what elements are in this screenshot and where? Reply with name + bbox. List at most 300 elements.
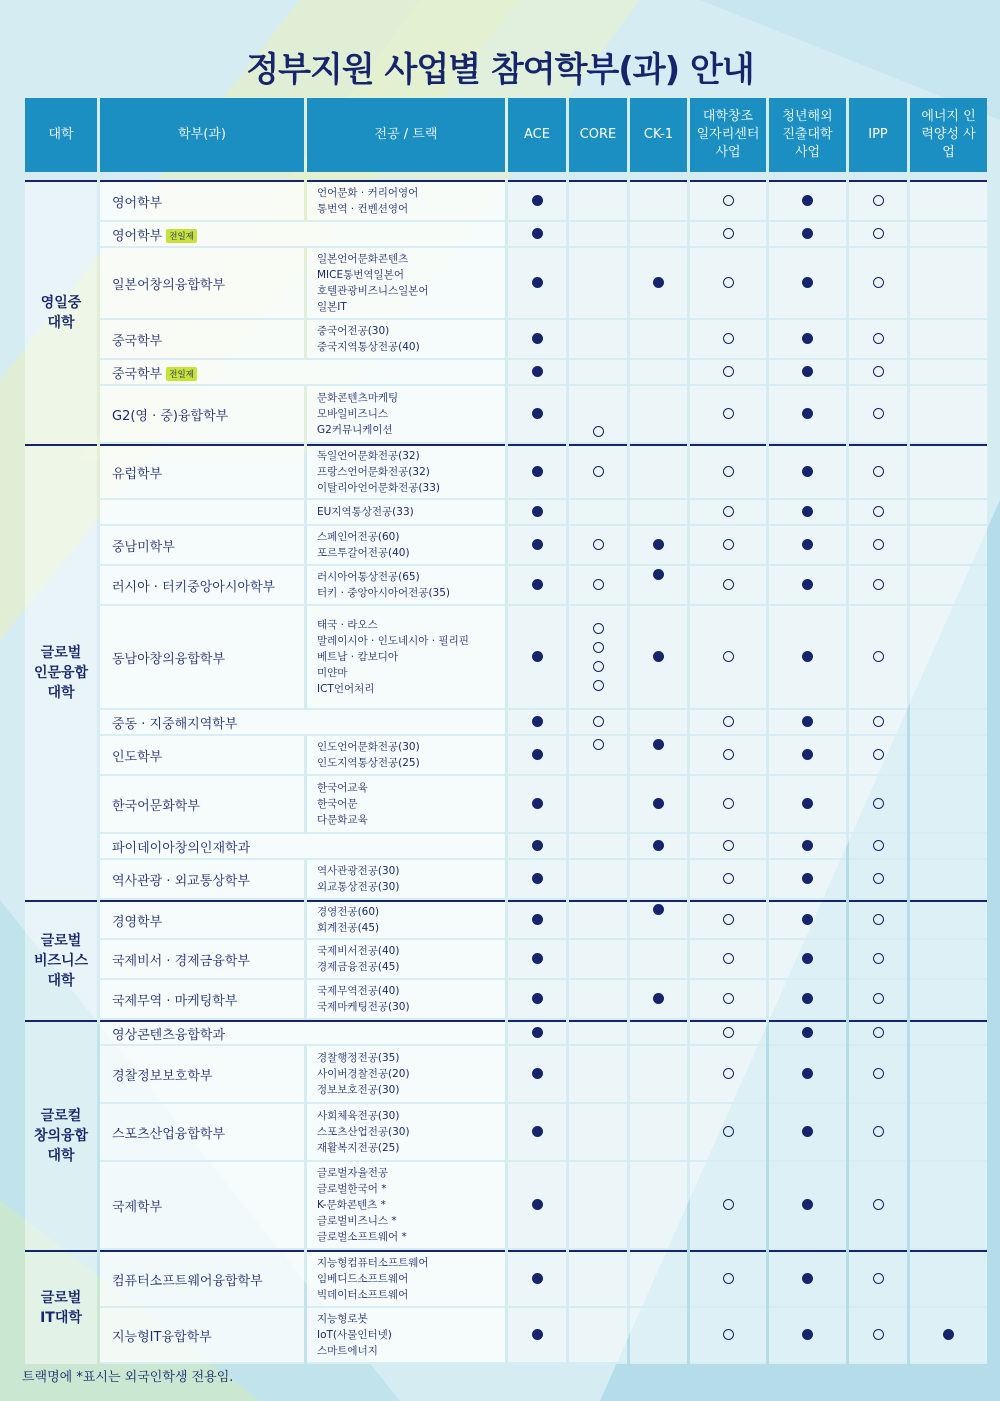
department-name: [100, 900, 304, 940]
track-item: 스포츠산업전공(30): [317, 1126, 410, 1138]
participation-cell: [849, 834, 907, 860]
track-item: 지능형로봇: [317, 1313, 368, 1325]
participation-cell: [630, 320, 687, 360]
participation-cell: [910, 386, 987, 444]
track-list: [307, 940, 505, 980]
track-item: 임베디드소프트웨어: [317, 1273, 409, 1285]
filled-circle-mark: [653, 569, 664, 580]
track-list: [307, 860, 505, 900]
participation-cell: [690, 710, 766, 736]
department-name: [100, 1308, 304, 1364]
participation-cell: [508, 386, 566, 444]
participation-cell: [769, 710, 846, 736]
track-item: 회계전공(45): [317, 922, 380, 934]
participation-cell: [910, 1046, 987, 1104]
filled-circle-mark: [532, 466, 543, 477]
track-item: 국제비서전공(40): [317, 945, 400, 957]
participation-cell: [569, 834, 627, 860]
track-item: 한국어교육: [317, 782, 368, 794]
participation-cell: [508, 860, 566, 900]
participation-cell: [769, 180, 846, 222]
participation-cell: [690, 248, 766, 320]
track-item: 정보보호전공(30): [317, 1084, 400, 1096]
participation-cell: [769, 776, 846, 834]
empty-circle-stack: [569, 623, 627, 691]
full-time-badge: 전일제: [166, 229, 197, 243]
participation-cell: [690, 940, 766, 980]
participation-cell: [849, 1308, 907, 1364]
participation-cell: [630, 1162, 687, 1250]
participation-cell: [849, 360, 907, 386]
participation-cell: [630, 1046, 687, 1104]
empty-circle-mark: [723, 277, 734, 288]
participation-cell: [690, 180, 766, 222]
empty-circle-mark: [873, 1273, 884, 1284]
empty-circle-mark: [723, 840, 734, 851]
department-name: [100, 940, 304, 980]
filled-circle-mark: [802, 749, 813, 760]
participation-cell: [630, 980, 687, 1020]
participation-cell: [769, 834, 846, 860]
department-name: [100, 606, 304, 710]
department-name: [100, 500, 304, 526]
participation-cell: [910, 834, 987, 860]
track-item: 이탈리아언어문화전공(33): [317, 482, 440, 494]
track-item: 지능형컴퓨터소프트웨어: [317, 1257, 429, 1269]
track-list: [307, 606, 505, 710]
empty-circle-mark: [873, 579, 884, 590]
table-row: [25, 360, 987, 386]
participation-cell: [569, 222, 627, 248]
empty-circle-mark: [593, 642, 604, 653]
track-item: 모바일비즈니스: [317, 408, 389, 420]
filled-circle-mark: [802, 716, 813, 727]
participation-cell: [910, 1104, 987, 1162]
participation-cell: [910, 526, 987, 566]
table-row: [25, 320, 987, 360]
table-row: [25, 1250, 987, 1308]
participation-cell: [630, 360, 687, 386]
department-label: 경찰정보보호학부: [112, 1068, 213, 1084]
department-name: [100, 386, 304, 444]
participation-cell: [630, 386, 687, 444]
filled-circle-mark: [532, 1199, 543, 1210]
empty-circle-mark: [873, 333, 884, 344]
empty-circle-mark: [593, 623, 604, 634]
participation-cell: [508, 444, 566, 500]
participation-cell: [508, 1162, 566, 1250]
participation-cell: [849, 606, 907, 710]
table-row: [25, 526, 987, 566]
track-item: 글로벌자율전공: [317, 1167, 389, 1179]
empty-circle-mark: [723, 1199, 734, 1210]
track-item: MICE통번역일본어: [317, 269, 404, 281]
participation-cell: [769, 1104, 846, 1162]
participation-cell: [630, 1308, 687, 1364]
participation-cell: [910, 980, 987, 1020]
empty-circle-mark: [873, 993, 884, 1004]
participation-cell: [569, 1308, 627, 1364]
track-item: 호텔관광비즈니스일본어: [317, 285, 429, 297]
filled-circle-mark: [802, 366, 813, 377]
department-label: 영어학부: [112, 228, 163, 244]
track-item: 외교통상전공(30): [317, 881, 400, 893]
participation-cell: [508, 1020, 566, 1046]
participation-cell: [910, 1162, 987, 1250]
participation-cell: [508, 1250, 566, 1308]
participation-cell: [910, 860, 987, 900]
track-item: 경제금융전공(45): [317, 961, 400, 973]
track-item: 사이버경찰전공(20): [317, 1068, 410, 1080]
participation-cell: [630, 710, 687, 736]
participation-cell: [849, 1250, 907, 1308]
department-label: 국제학부: [112, 1199, 163, 1215]
empty-circle-mark: [873, 366, 884, 377]
department-label: 역사관광 · 외교통상학부: [112, 873, 250, 889]
participation-cell: [690, 1046, 766, 1104]
filled-circle-mark: [532, 579, 543, 590]
participation-cell: [690, 1020, 766, 1046]
filled-circle-mark: [802, 195, 813, 206]
department-label: 인도학부: [112, 749, 163, 765]
participation-cell: [630, 860, 687, 900]
participation-cell: [508, 834, 566, 860]
participation-cell: [849, 710, 907, 736]
track-item: 태국 · 라오스: [317, 619, 378, 631]
track-list: [307, 1308, 505, 1364]
participation-cell: [769, 248, 846, 320]
empty-circle-mark: [593, 661, 604, 672]
track-list: [307, 248, 505, 320]
participation-cell: [569, 900, 627, 940]
empty-circle-mark: [723, 228, 734, 239]
participation-cell: [630, 1020, 687, 1046]
participation-cell: [769, 500, 846, 526]
participation-cell: [910, 566, 987, 606]
participation-cell: [569, 500, 627, 526]
filled-circle-mark: [653, 798, 664, 809]
empty-circle-mark: [873, 798, 884, 809]
track-item: 중국지역통상전공(40): [317, 341, 420, 353]
track-item: 글로벌소프트웨어 *: [317, 1231, 407, 1243]
participation-cell: [690, 1250, 766, 1308]
participation-cell: [630, 526, 687, 566]
department-name: [100, 526, 304, 566]
table-row: [25, 710, 987, 736]
table-row: [25, 1046, 987, 1104]
track-item: 경영전공(60): [317, 906, 380, 918]
college-name-line: 창의융합: [33, 1128, 89, 1144]
track-item: 경찰행정전공(35): [317, 1052, 400, 1064]
participation-cell: [690, 606, 766, 710]
empty-circle-mark: [723, 195, 734, 206]
filled-circle-mark: [943, 1329, 954, 1340]
empty-circle-mark: [723, 1068, 734, 1079]
empty-circle-mark: [723, 993, 734, 1004]
participation-cell: [910, 736, 987, 776]
track-item: 인도언어문화전공(30): [317, 741, 420, 753]
participation-cell: [849, 526, 907, 566]
department-label: 동남아창의융합학부: [112, 651, 226, 667]
participation-cell: [690, 834, 766, 860]
participation-cell: [769, 526, 846, 566]
filled-circle-mark: [532, 873, 543, 884]
filled-circle-mark: [653, 739, 664, 750]
filled-circle-mark: [802, 1273, 813, 1284]
filled-circle-mark: [532, 228, 543, 239]
filled-circle-mark: [802, 840, 813, 851]
participation-cell: [508, 900, 566, 940]
participation-cell: [690, 444, 766, 500]
empty-circle-mark: [873, 228, 884, 239]
track-item: 한국어문: [317, 798, 358, 810]
participation-cell: [630, 222, 687, 248]
college-name: [25, 1020, 97, 1250]
participation-cell: [690, 320, 766, 360]
filled-circle-mark: [653, 904, 664, 915]
empty-circle-mark: [723, 1126, 734, 1137]
department-label: 영상콘텐츠융합학과: [112, 1027, 226, 1043]
empty-circle-mark: [873, 277, 884, 288]
filled-circle-mark: [532, 651, 543, 662]
participation-cell: [508, 980, 566, 1020]
college-name-line: 영일중: [40, 295, 82, 311]
empty-circle-mark: [873, 716, 884, 727]
filled-circle-mark: [802, 1199, 813, 1210]
department-label: 한국어문화학부: [112, 798, 200, 814]
participation-cell: [630, 566, 687, 606]
track-list: [307, 1162, 505, 1250]
track-item: 스마트에너지: [317, 1345, 378, 1357]
department-name: [100, 248, 304, 320]
participation-cell: [630, 1104, 687, 1162]
empty-circle-mark: [873, 506, 884, 517]
participation-cell: [508, 1308, 566, 1364]
track-item: 포르투갈어전공(40): [317, 547, 410, 559]
participation-cell: [690, 1308, 766, 1364]
participation-cell: [910, 1308, 987, 1364]
empty-circle-mark: [593, 426, 604, 437]
track-list: [307, 736, 505, 776]
participation-cell: [690, 222, 766, 248]
participation-cell: [769, 360, 846, 386]
filled-circle-mark: [532, 953, 543, 964]
participation-cell: [508, 500, 566, 526]
participation-cell: [630, 248, 687, 320]
department-name: [100, 320, 304, 360]
participation-cell: [569, 180, 627, 222]
department-name: [100, 776, 304, 834]
empty-circle-mark: [723, 408, 734, 419]
empty-circle-mark: [723, 366, 734, 377]
filled-circle-mark: [532, 1126, 543, 1137]
empty-circle-mark: [873, 1068, 884, 1079]
filled-circle-mark: [653, 539, 664, 550]
filled-circle-mark: [532, 1027, 543, 1038]
department-name: [100, 444, 304, 500]
participation-cell: [569, 860, 627, 900]
track-list: [307, 320, 505, 360]
department-name: [100, 1104, 304, 1162]
filled-circle-mark: [802, 993, 813, 1004]
track-item: 스페인어전공(60): [317, 531, 400, 543]
empty-circle-mark: [873, 1126, 884, 1137]
table-row: [25, 1308, 987, 1364]
participation-cell: [508, 1046, 566, 1104]
participation-cell: [849, 736, 907, 776]
participation-cell: [910, 180, 987, 222]
track-item: G2커뮤니케이션: [317, 424, 393, 436]
table-row: [25, 386, 987, 444]
participation-cell: [569, 360, 627, 386]
table-row: [25, 776, 987, 834]
filled-circle-mark: [532, 408, 543, 419]
department-name: [100, 1162, 304, 1250]
track-item: 언어문화 · 커리어영어: [317, 187, 419, 199]
track-item: 일본IT: [317, 301, 347, 313]
empty-circle-mark: [593, 579, 604, 590]
participation-cell: [769, 860, 846, 900]
participation-cell: [769, 1162, 846, 1250]
department-label: 스포츠산업융합학부: [112, 1126, 226, 1142]
empty-circle-mark: [873, 195, 884, 206]
filled-circle-mark: [532, 195, 543, 206]
participation-cell: [630, 606, 687, 710]
filled-circle-mark: [802, 539, 813, 550]
table-row: [25, 1020, 987, 1046]
table-row: [25, 444, 987, 500]
college-name-line: IT대학: [40, 1310, 82, 1326]
participation-cell: [910, 776, 987, 834]
filled-circle-mark: [802, 1027, 813, 1038]
empty-circle-mark: [593, 466, 604, 477]
filled-circle-mark: [653, 840, 664, 851]
track-item: 사회체육전공(30): [317, 1110, 400, 1122]
empty-circle-mark: [873, 953, 884, 964]
participation-cell: [508, 526, 566, 566]
participation-cell: [769, 736, 846, 776]
department-name: [100, 710, 505, 736]
table-row: [25, 940, 987, 980]
track-item: 통번역 · 컨벤션영어: [317, 203, 409, 215]
department-name: [100, 1250, 304, 1308]
participation-cell: [849, 900, 907, 940]
participation-cell: [849, 248, 907, 320]
filled-circle-mark: [802, 798, 813, 809]
empty-circle-mark: [873, 1329, 884, 1340]
track-item: 일본언어문화콘텐츠: [317, 253, 409, 265]
header-cell: CORE: [569, 98, 627, 180]
filled-circle-mark: [802, 651, 813, 662]
participation-cell: [508, 180, 566, 222]
college-name-line: 인문융합: [33, 665, 89, 681]
participation-cell: [910, 900, 987, 940]
empty-circle-mark: [873, 408, 884, 419]
track-list: [307, 566, 505, 606]
participation-cell: [849, 980, 907, 1020]
college-name-line: 글로벌: [40, 1290, 82, 1306]
participation-cell: [630, 444, 687, 500]
participation-cell: [569, 248, 627, 320]
department-label: 중남미학부: [112, 539, 175, 555]
participation-cell: [690, 360, 766, 386]
track-item: K-문화콘텐츠 *: [317, 1199, 386, 1211]
participation-cell: [769, 900, 846, 940]
participation-cell: [569, 980, 627, 1020]
empty-circle-mark: [873, 1027, 884, 1038]
participation-cell: [769, 1250, 846, 1308]
filled-circle-mark: [532, 1273, 543, 1284]
participation-cell: [569, 444, 627, 500]
filled-circle-mark: [532, 277, 543, 288]
filled-circle-mark: [532, 798, 543, 809]
track-item: 중국어전공(30): [317, 325, 390, 337]
track-item: 다문화교육: [317, 814, 368, 826]
empty-circle-mark: [593, 680, 604, 691]
participation-cell: [769, 606, 846, 710]
college-name-line: 대학: [47, 685, 75, 701]
filled-circle-mark: [532, 1329, 543, 1340]
empty-circle-mark: [723, 873, 734, 884]
track-item: 국제무역전공(40): [317, 985, 400, 997]
college-name-line: 대학: [47, 1148, 75, 1164]
participation-cell: [910, 320, 987, 360]
track-list: [307, 500, 505, 526]
participation-cell: [630, 900, 687, 940]
department-name: [100, 360, 505, 386]
empty-circle-mark: [593, 739, 604, 750]
participation-cell: [849, 860, 907, 900]
empty-circle-mark: [723, 749, 734, 760]
participation-cell: [690, 1162, 766, 1250]
track-item: ICT언어처리: [317, 683, 375, 695]
track-item: 국제마케팅전공(30): [317, 1001, 410, 1013]
college-name: [25, 900, 97, 1020]
track-item: 재활복지전공(25): [317, 1142, 400, 1154]
track-list: [307, 1104, 505, 1162]
table-row: [25, 606, 987, 710]
department-label: 파이데이아창의인재학과: [112, 840, 251, 856]
participation-cell: [769, 940, 846, 980]
participation-cell: [849, 500, 907, 526]
participation-cell: [910, 710, 987, 736]
filled-circle-mark: [802, 408, 813, 419]
participation-cell: [508, 710, 566, 736]
participation-cell: [569, 736, 627, 776]
track-list: [307, 1250, 505, 1308]
department-name: [100, 180, 304, 222]
participation-cell: [910, 500, 987, 526]
participation-cell: [849, 940, 907, 980]
track-list: [307, 386, 505, 444]
department-label: 일본어창의융합학부: [112, 277, 226, 293]
participation-cell: [769, 320, 846, 360]
department-name: [100, 736, 304, 776]
empty-circle-mark: [723, 333, 734, 344]
track-item: 인도지역통상전공(25): [317, 757, 420, 769]
filled-circle-mark: [802, 1126, 813, 1137]
participation-cell: [569, 1162, 627, 1250]
participation-cell: [569, 1046, 627, 1104]
participation-cell: [508, 606, 566, 710]
participation-cell: [769, 1046, 846, 1104]
empty-circle-mark: [593, 539, 604, 550]
track-item: 문화콘텐츠마케팅: [317, 392, 399, 404]
filled-circle-mark: [532, 840, 543, 851]
track-list: [307, 526, 505, 566]
filled-circle-mark: [802, 1329, 813, 1340]
empty-circle-mark: [723, 579, 734, 590]
